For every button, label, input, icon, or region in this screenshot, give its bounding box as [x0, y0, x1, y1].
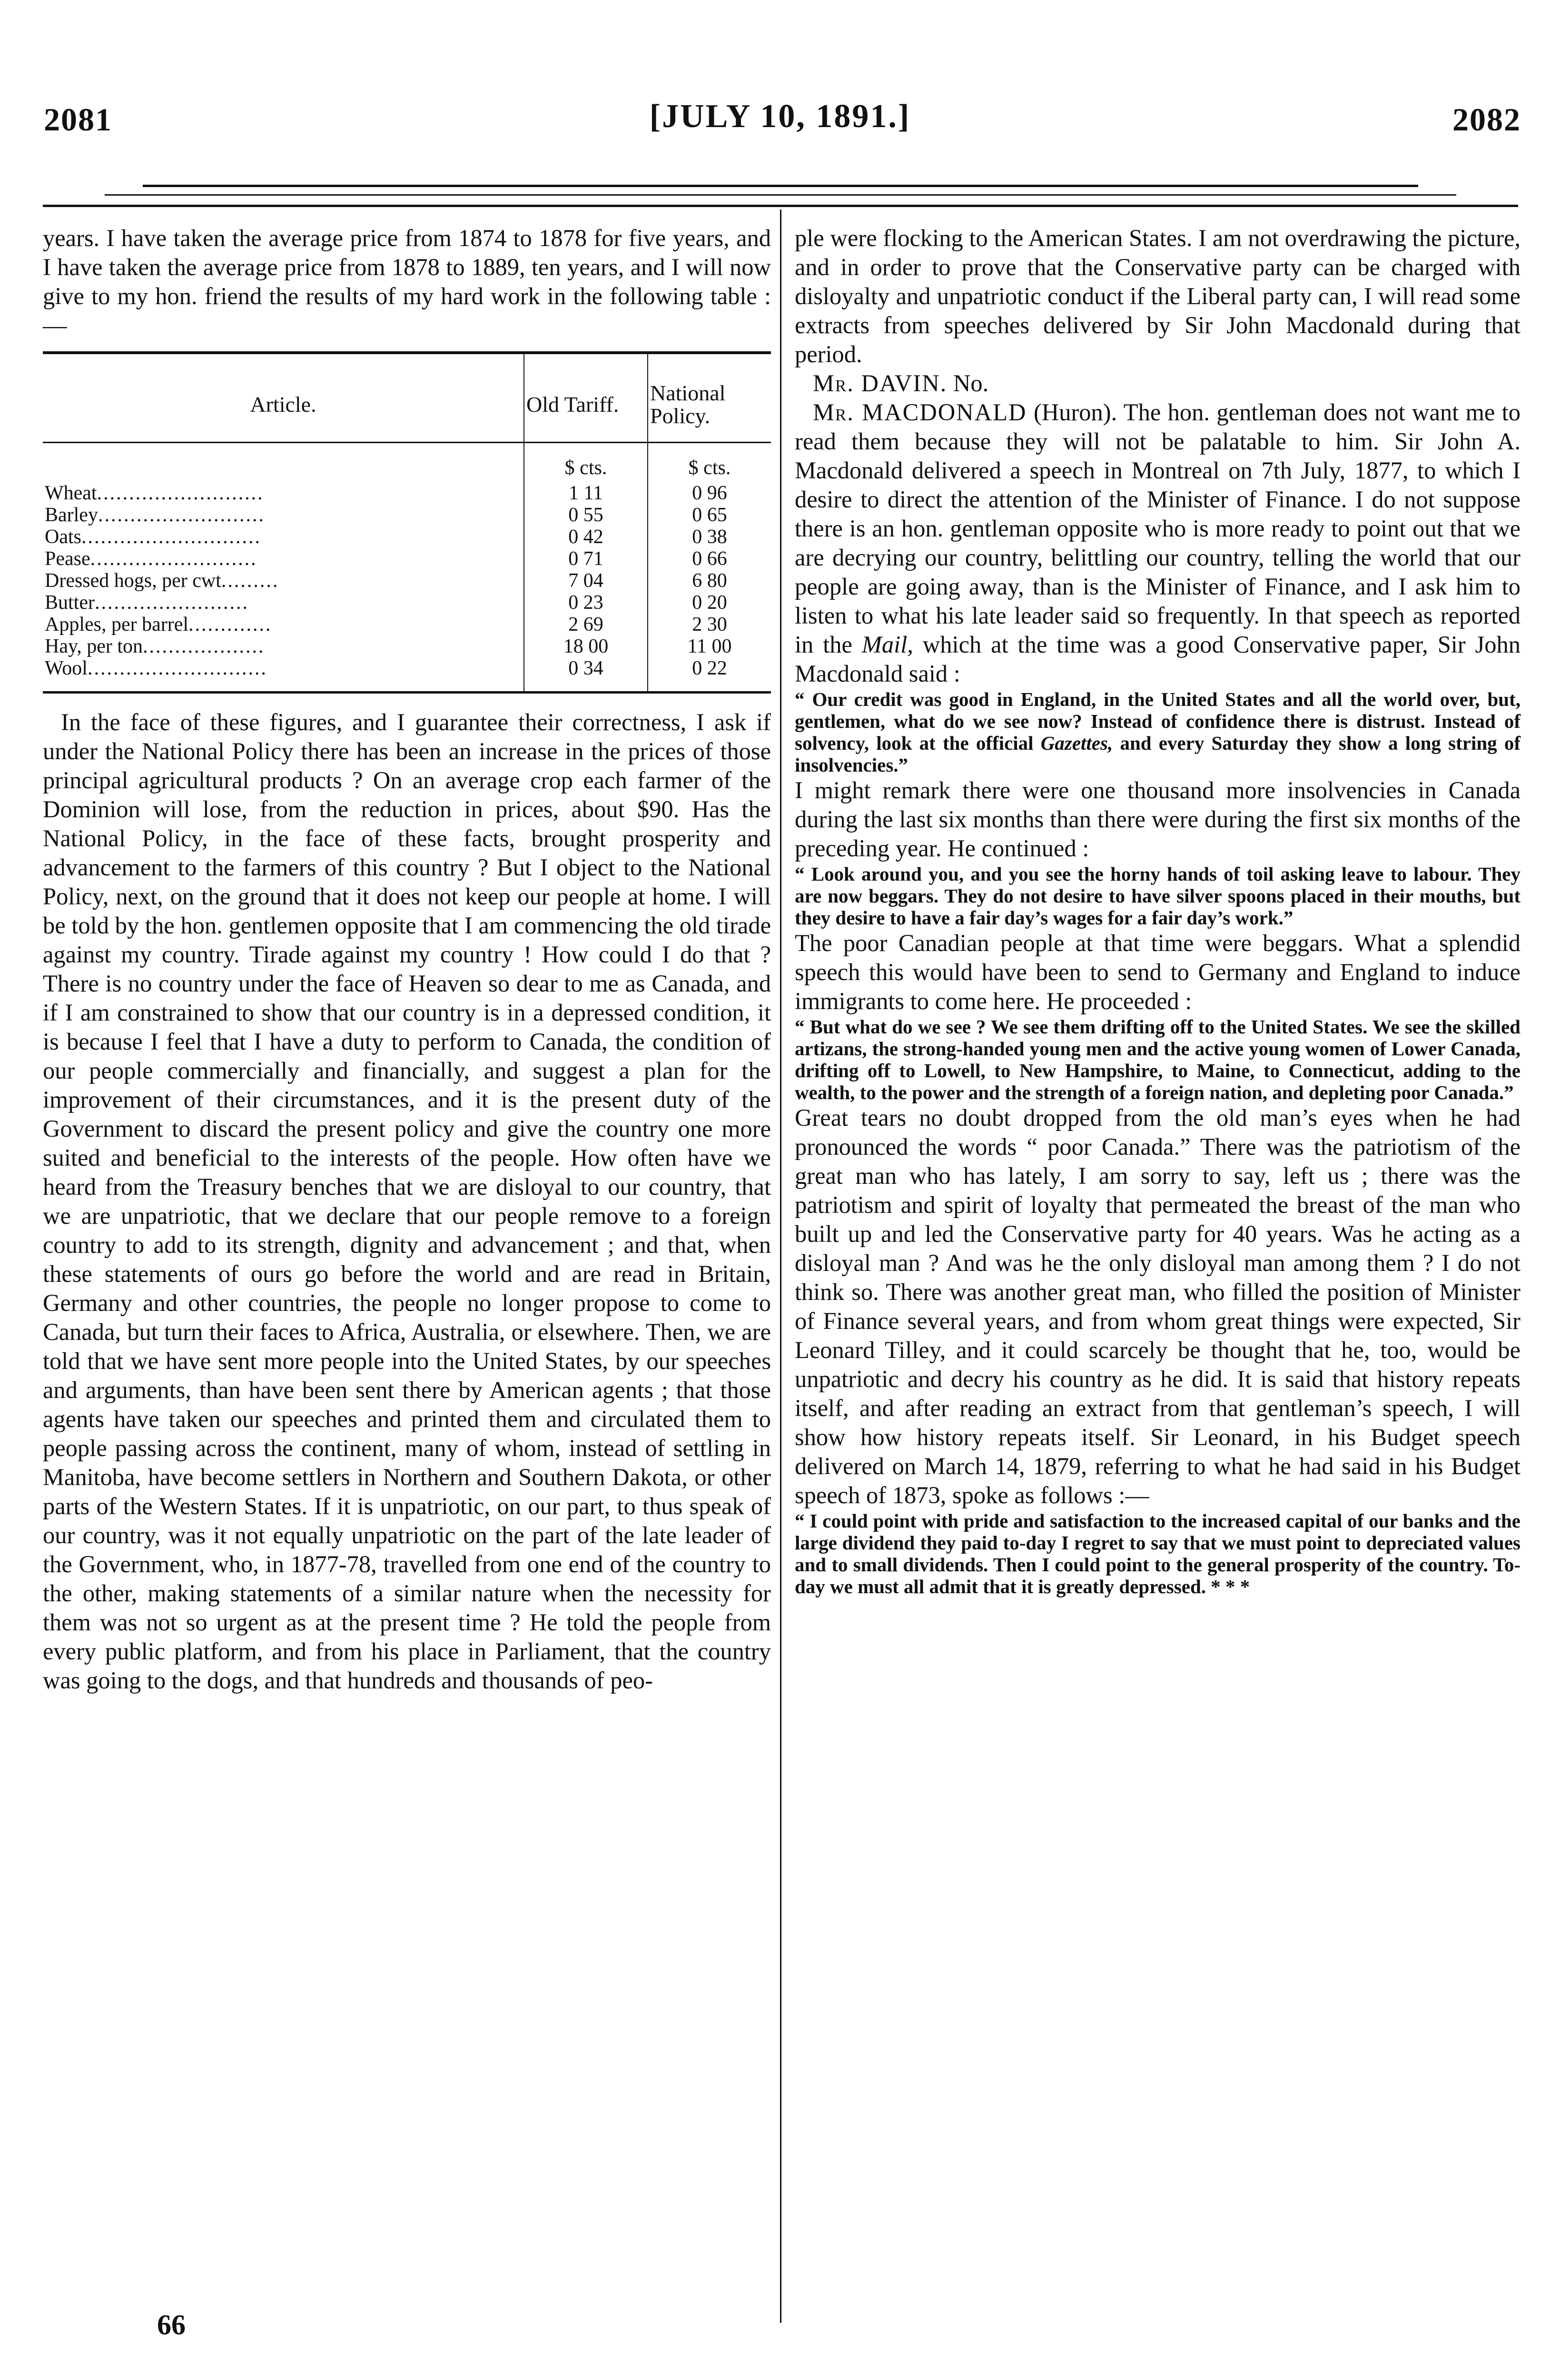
price-table [43, 351, 771, 694]
speaker-name: Mr. MACDONALD [813, 399, 1027, 426]
block-quote [795, 688, 1521, 776]
column-divider [780, 209, 781, 2323]
body-paragraph: The poor Canadian people at that time were beggars. What a splendid speech this would have been to send to Germany and England to induce immigrants to come here. He proceeded : [795, 930, 1521, 1014]
speaker-remark: No. [953, 370, 989, 397]
table-row [43, 570, 771, 592]
national-policy-cell: 0 96 [648, 482, 771, 504]
speaker-name: Mr. DAVIN. [813, 370, 948, 397]
old-tariff-cell: 1 11 [524, 482, 648, 504]
table-row [43, 657, 771, 693]
header-rule [105, 194, 1456, 196]
national-policy-cell: 0 66 [648, 548, 771, 570]
page-number-left: 2081 [44, 101, 112, 138]
national-policy-cell: 2 30 [648, 614, 771, 635]
article-cell: Hay, per ton................... [45, 635, 265, 657]
quote-text: “ Our credit was good in England, in the United States and all the world over, but, gentlemen, what do we see now? Instead of confidence there is distrust. Instead of solvency, look at the official [795, 688, 1521, 754]
table-row [43, 635, 771, 657]
speech-text: The hon. gentleman does not want me to read them because they will not be palatable to him. Sir John A. Macdonald delivered a speech in Montreal on 7th July, 1877, to which I desire to direct the attention of the Minister of Finance. I do not suppose there is an hon. gentleman opposite who is more ready to point out that we are decrying our country, belittling our country, telling the world that our people are going away, than is the Minister of Finance, and I ask him to listen to what his late leader said so frequently. In that speech as reported in the [795, 399, 1521, 658]
national-policy-cell: 0 22 [648, 657, 771, 693]
body-paragraph: In the face of these figures, and I guarantee their correctness, I ask if under the National Policy there has been an increase in the prices of those principal agricultural products ? On an average crop each farmer of the Dominion will lose, from the reduction in prices, about $90. Has the National Policy, in the face of these facts, brought prosperity and advancement to the farmers of this country ? But I object to the National Policy, next, on the ground that it does not keep our people at home. I will be told by the hon. gentlemen opposite that I am commencing the old tirade against my country. Tirade against my country ! How could I do that ? There is no country under the face of Heaven so dear to me as Canada, and if I am constrained to show that our country is in a depressed condition, it is because I feel that I have a duty to perform to Canada, the condition of our people commercially and financially, and suggest a plan for the improvement of their circumstances, and it is the present duty of the Government to discard the present policy and give the country one more suited and beneficial to the interests of the people. How often have we heard from the Treasury benches that we are disloyal to our country, that we are unpatriotic, that we declare that our people remove to a foreign country to add to its strength, dignity and advancement ; and that, when these statements of ours go before the world and are read in Britain, Germany and other countries, the people no longer propose to come to Canada, but turn their faces to Africa, Australia, or elsewhere. Then, we are told that we have sent more people into the United States, by our speeches and arguments, than have been sent there by American agents ; that those agents have taken our speeches and printed them and circulated them to people passing across the continent, many of whom, instead of settling in Manitoba, have become settlers in Northern and Southern Dakota, or other parts of the Western States. If it is unpatriotic, on our part, to thus speak of our country, was it not equally unpatriotic on the part of the late leader of the Government, who, in 1877-78, travelled from one end of the country to the other, making statements of a similar nature when the necessity for them was not so urgent as at the present time ? He told the people from every public platform, and from his place in Parliament, that the country was going to the dogs, and that hundreds and thousands of peo- [43, 709, 771, 1694]
page-number-right: 2082 [1452, 101, 1521, 138]
article-cell: Wheat.......................... [45, 482, 264, 504]
speaker-riding: (Huron). [1033, 399, 1117, 426]
old-tariff-cell: 0 71 [524, 548, 648, 570]
page-date-header: [JULY 10, 1891.] [649, 98, 911, 135]
body-paragraph: ple were flocking to the American States. I am not overdrawing the picture, and in order to prove that the Conservative party can be charged with disloyalty and unpatriotic conduct if the Liberal party can, I will read some extracts from speeches delivered by Sir John Macdonald during that period. [795, 225, 1521, 367]
body-paragraph: I might remark there were one thousand more insolvencies in Canada during the last six months than there were during the first six months of the preceding year. He continued : [795, 777, 1521, 862]
old-tariff-cell: 0 42 [524, 526, 648, 548]
table-row [43, 548, 771, 570]
header-rule [43, 205, 1518, 207]
block-quote: “ Look around you, and you see the horny hands of toil asking leave to labour. They are now beggars. They do not desire to have silver spoons placed in their mouths, but they desire to have a fair day’s wages for a fair day’s work.” [795, 863, 1521, 929]
block-quote: “ I could point with pride and satisfaction to the increased capital of our banks and the large dividend they paid to-day I regret to say that we must point to depreciated values and to small dividends. Then I could point to the general prosperity of the country. To-day we must all admit that it is greatly depressed. * * * [795, 1510, 1521, 1597]
national-policy-cell: 0 38 [648, 526, 771, 548]
article-cell: Wool............................ [43, 657, 524, 693]
article-cell: Apples, per barrel............. [45, 614, 272, 635]
price-table-container [43, 351, 771, 694]
article-cell: Dressed hogs, per cwt......... [45, 570, 279, 592]
column-header-national-policy: National Policy. [648, 353, 771, 443]
speech-text: which at the time was a good Conservative paper, Sir John Macdonald said : [795, 631, 1521, 687]
national-policy-cell: 0 20 [648, 592, 771, 614]
signature-mark: 66 [157, 2309, 186, 2340]
table-row [43, 526, 771, 548]
old-tariff-cell: 0 55 [524, 504, 648, 526]
table-units-row [43, 443, 771, 483]
speaker-paragraph-macdonald [795, 398, 1521, 688]
units-cell: $ cts. [524, 443, 648, 483]
article-cell: Pease.......................... [45, 548, 257, 570]
intro-paragraph: years. I have taken the average price from 1874 to 1878 for five years, and I have taken the average price from 1878 to 1889, ten years, and I will now give to my hon. friend the results of my hard work in the following table :— [43, 225, 771, 338]
old-tariff-cell: 7 04 [524, 570, 648, 592]
table-row [43, 504, 771, 526]
block-quote: “ But what do we see ? We see them drifting off to the United States. We see the skilled artizans, the strong-handed young men and the active young women of Lower Canada, drifting off to Lowell, to New Hampshire, to Maine, to Connecticut, adding to the wealth, to the power and the strength of a foreign nation, and depleting poor Canada.” [795, 1016, 1521, 1103]
national-policy-cell: 11 00 [648, 635, 771, 657]
column-header-article: Article. [43, 353, 524, 443]
units-cell [43, 443, 524, 483]
quote-emphasis: Gazettes, [1040, 732, 1113, 754]
table-row [43, 592, 771, 614]
article-cell: Oats............................ [45, 526, 261, 548]
left-column [43, 224, 771, 1695]
speaker-line-davin [795, 369, 1521, 398]
header-rule [143, 185, 1418, 187]
table-row [43, 614, 771, 635]
national-policy-cell: 6 80 [648, 570, 771, 592]
old-tariff-cell: 0 34 [524, 657, 648, 693]
body-paragraph: Great tears no doubt dropped from the old man’s eyes when he had pronounced the words “ poor Canada.” There was the patriotism of the great man who has lately, I am sorry to say, left us ; there was the patriotism and spirit of loyalty that permeated the breast of the man who built up and led the Conservative party for 40 years. Was he acting as a disloyal man ? And was he the only disloyal man among them ? I do not think so. There was another great man, who filled the position of Minister of Finance several years, and from whom great things were expected, Sir Leonard Tilley, and it could scarcely be thought that he, too, would be unpatriotic and decry his country as he did. It is said that history repeats itself, and after reading an extract from that gentleman’s speech, I will show how history repeats itself. Sir Leonard, in his Budget speech delivered on March 14, 1879, referring to what he had said in his Budget speech of 1873, spoke as follows :— [795, 1104, 1521, 1508]
old-tariff-cell: 2 69 [524, 614, 648, 635]
article-cell: Butter........................ [45, 592, 249, 614]
units-cell: $ cts. [648, 443, 771, 483]
table-header-row [43, 353, 771, 443]
table-row [43, 482, 771, 504]
quote-text: and every Saturday they show a long string of insolvencies.” [795, 732, 1521, 776]
old-tariff-cell: 18 00 [524, 635, 648, 657]
national-policy-cell: 0 65 [648, 504, 771, 526]
article-cell: Barley.......................... [45, 504, 265, 526]
newspaper-name: Mail, [861, 631, 913, 658]
column-header-old-tariff: Old Tariff. [524, 353, 648, 443]
old-tariff-cell: 0 23 [524, 592, 648, 614]
right-column [795, 224, 1521, 1597]
